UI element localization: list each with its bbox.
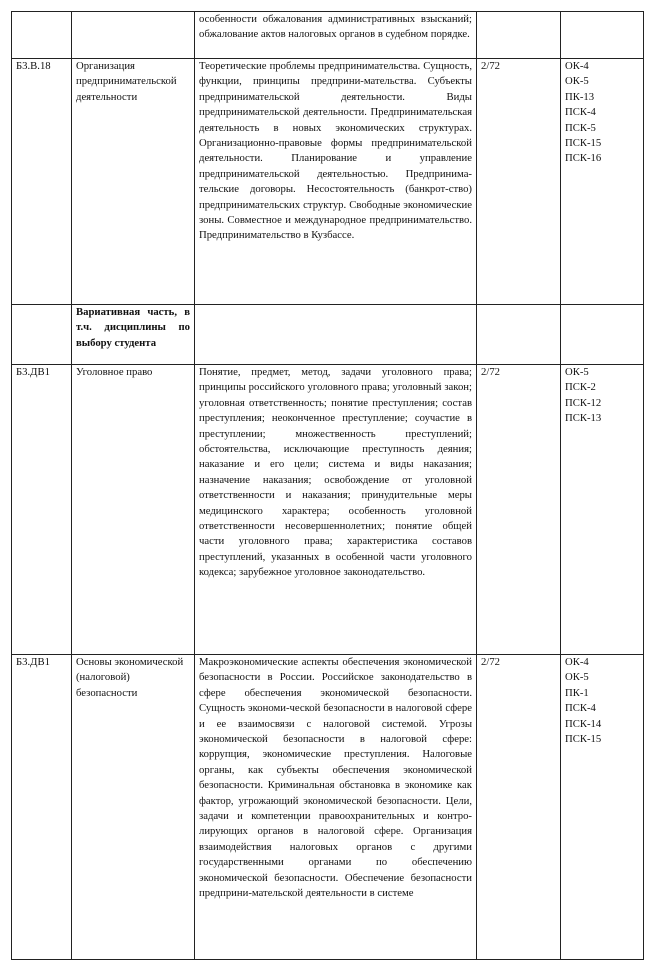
competency-code: ОК-5 bbox=[565, 75, 589, 88]
description-cell: Понятие, предмет, метод, задачи уголовного права; принципы российского уголовного права; уголовный закон; уголовная ответственность; понятие преступления; состав преступления; неоконченное преступление; соучастие в преступлении; множественность преступлений; обстоятельства, исключающие преступность деяния; наказание и его цели; система и виды наказания; назначение наказания; освобождение от уголовной ответственности и наказания; принудительные меры медицинского характера; особенность уголовной ответственности несовершеннолетних; понятие общей части уголовного права; характеристика составов преступлений, указанных в особенной части уголовного кодекса; зарубежное уголовное законодательство. bbox=[195, 365, 477, 655]
code-cell: Б3.ДВ1 bbox=[12, 365, 72, 655]
description-cell: Макроэкономические аспекты обеспечения экономической безопасности в России. Российское законодательство в сфере обеспечения экономической безопасности. Сущность экономи-ческой безопасности в налоговой сфере и ее взаимосвязи с налоговой системой. Угрозы экономической безопасности в налоговой сфере: коррупция, экономические преступления. Налоговые органы, как субъекты обеспечения экономической безопасности. Криминальная обстановка в экономике как фактор, угрожающий экономической безопасности. Цели, задачи и компетенции правоохранительных и контро-лирующих органов в налоговой сфере. Организация взаимодействия налоговых органов с другими государственными органами по обеспечению экономической безопасности. Обеспечение безопасности предприни-мательской деятельности в системе bbox=[195, 655, 477, 960]
code-cell bbox=[12, 305, 72, 365]
competency-code: ПСК-15 bbox=[565, 733, 602, 746]
credits-cell bbox=[477, 12, 561, 59]
table-row bbox=[12, 305, 644, 365]
credits-cell bbox=[477, 305, 561, 365]
competencies-cell bbox=[561, 655, 644, 960]
credits-cell: 2/72 bbox=[477, 655, 561, 960]
table-row bbox=[12, 59, 644, 305]
credits-cell: 2/72 bbox=[477, 59, 561, 305]
description-cell: Теоретические проблемы предпринимательства. Сущность, функции, принципы предприни-мательства. Субъекты предпринимательской деятельности. Виды предпринимательской деятельности. Предпринимательская деятельность в новых экономических структурах. Организационно-правовые формы предпринимательской деятельности. Планирование и управление предпринимательской деятельностью. Предпринима-тельские договоры. Несостоятельность (банкрот-ство) предпринимательских структур. Свободные экономические зоны. Совместное и международное предпринимательство. Предпринимательство в Кузбассе. bbox=[195, 59, 477, 305]
competency-code: ОК-4 bbox=[565, 656, 589, 668]
competency-code: ПСК-2 bbox=[565, 381, 596, 394]
description-cell bbox=[195, 305, 477, 365]
competency-code: ПСК-16 bbox=[565, 152, 602, 165]
competencies-cell bbox=[561, 59, 644, 305]
competency-code: ПК-13 bbox=[565, 90, 595, 103]
description-cell: особенности обжалования административных взысканий; обжалование актов налоговых органов в судебном порядке. bbox=[195, 12, 477, 59]
discipline-name-cell: Основы экономической (налоговой) безопасности bbox=[72, 655, 195, 960]
discipline-name-cell: Организация предпринимательской деятельности bbox=[72, 59, 195, 305]
discipline-name-cell bbox=[72, 12, 195, 59]
curriculum-table bbox=[11, 11, 644, 960]
competency-code: ПСК-4 bbox=[565, 702, 596, 715]
table-row bbox=[12, 12, 644, 59]
competency-code: ПСК-5 bbox=[565, 121, 596, 134]
competency-code: ОК-5 bbox=[565, 671, 589, 684]
discipline-name-cell: Уголовное право bbox=[72, 365, 195, 655]
competency-code: ПСК-4 bbox=[565, 106, 596, 119]
table-row bbox=[12, 365, 644, 655]
competency-code: ПК-1 bbox=[565, 686, 589, 699]
competencies-cell bbox=[561, 305, 644, 365]
competencies-cell bbox=[561, 365, 644, 655]
competency-code: ПСК-13 bbox=[565, 412, 602, 425]
code-cell: Б3.В.18 bbox=[12, 59, 72, 305]
competency-code: ПСК-12 bbox=[565, 396, 602, 409]
table-row bbox=[12, 655, 644, 960]
competency-code: ПСК-15 bbox=[565, 137, 602, 150]
competency-code: ПСК-14 bbox=[565, 717, 602, 730]
section-heading-cell: Вариативная часть, в т.ч. дисциплины по выбору студента bbox=[72, 305, 195, 365]
competency-code: ОК-5 bbox=[565, 366, 589, 378]
code-cell bbox=[12, 12, 72, 59]
credits-cell: 2/72 bbox=[477, 365, 561, 655]
competency-code: ОК-4 bbox=[565, 60, 589, 72]
code-cell: Б3.ДВ1 bbox=[12, 655, 72, 960]
competencies-cell bbox=[561, 12, 644, 59]
